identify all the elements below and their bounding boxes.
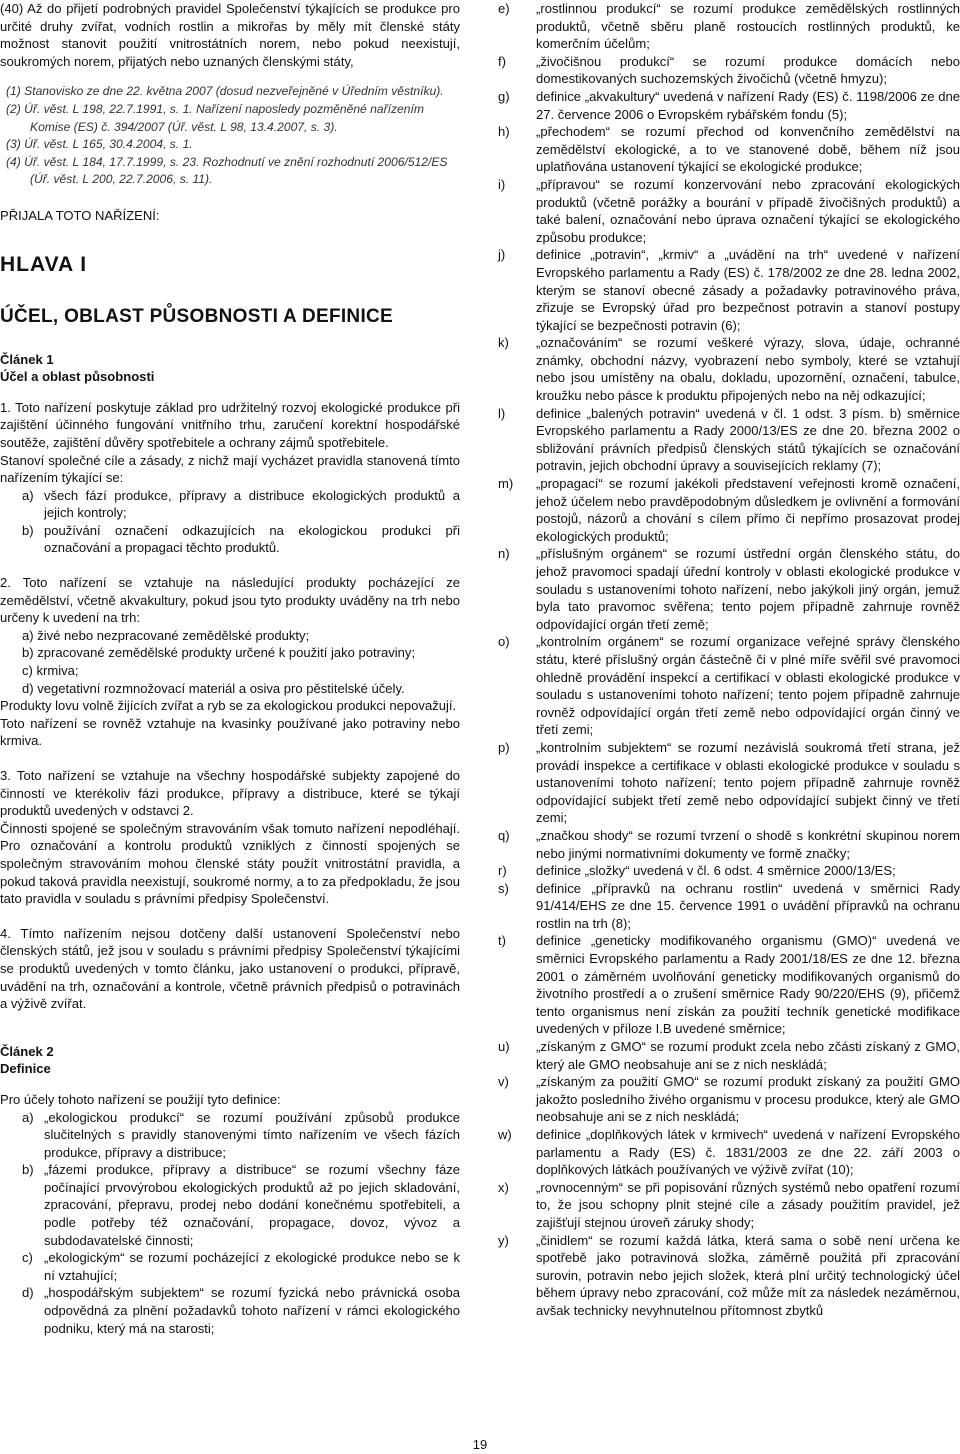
article-1-paragraph-3: 3. Toto nařízení se vztahuje na všechny hospodářské subjekty zapojené do činností ve kterékoliv fázi produkce, přípravy a distribuce, které se týkají produktů uvedených v odstavci 2. bbox=[0, 768, 460, 819]
article-1-paragraph-2b: Produkty lovu volně žijících zvířat a ryb se za ekologickou produkci nepovažují. bbox=[0, 698, 457, 714]
list-item: a) živé nebo nezpracované zemědělské produkty; bbox=[22, 627, 310, 643]
definition-item: r) definice „složky“ uvedená v čl. 6 odst. 4 směrnice 2000/13/ES; bbox=[498, 863, 896, 879]
definition-item: h) „přechodem“ se rozumí přechod od konvenčního zemědělství na zemědělství ekologické, a to ve stanovené době, během níž jsou uplatňována ustanovení týkající se ekologické produkce; bbox=[498, 124, 960, 175]
footnotes bbox=[0, 83, 460, 189]
definition-item: f) „živočišnou produkcí“ se rozumí produkce domácích nebo domestikovaných suchozemských živočichů (včetně hmyzu); bbox=[498, 53, 960, 87]
article-1-paragraph-3b: Činnosti spojené se společným stravováním však tomuto nařízení nepodléhají. Pro označování a kontrolu produktů vzniklých z činností spojených se společným stravováním mohou členské státy použít vnitrostátní pravidla, a pokud taková pravidla neexistují, soukromé normy, a to za předpokladu, že jsou tato pravidla v souladu s právními předpisy Společenství. bbox=[0, 820, 460, 907]
adoption-formula: PŘIJALA TOTO NAŘÍZENÍ: bbox=[0, 207, 160, 223]
footnote-4: (4) Úř. věst. L 184, 17.7.1999, s. 23. Rozhodnutí ve znění rozhodnutí 2006/512/ES (Úř. věst. L 200, 22.7.2006, s. 11). bbox=[6, 154, 448, 187]
list-item: b) zpracované zemědělské produkty určené k použití jako potraviny; bbox=[22, 645, 416, 661]
list-item: a) všech fází produkce, přípravy a distribuce ekologických produktů a jejich kontroly; bbox=[22, 487, 460, 521]
definition-item: g) definice „akvakultury“ uvedená v nařízení Rady (ES) č. 1198/2006 ze dne 27. července 2006 o Evropském rybářském fondu (5); bbox=[498, 88, 960, 122]
definition-item: y) „činidlem“ se rozumí každá látka, která sama o sobě není určena ke spotřebě jako potravinová složka, záměrně použitá při zpracování surovin, potravin nebo jejich složek, která plní určitý technologický účel během úpravy nebo zpracování, což může mít za následek nezáměrnou, avšak technicky nevyhnutelnou přítomnost zbytků bbox=[498, 1232, 960, 1318]
list-item: b) používání označení odkazujících na ekologickou produkci při označování a propagaci těchto produktů. bbox=[22, 522, 460, 556]
definition-item: i) „přípravou“ se rozumí konzervování nebo zpracování ekologických produktů (včetně porážky a bourání v případě živočišných produktů) a také balení, označování nebo úprava označení týkající se ekologického způsobu produkce; bbox=[498, 176, 960, 245]
title-heading: HLAVA I bbox=[0, 252, 88, 276]
definition-item: s) definice „přípravků na ochranu rostlin“ uvedená v směrnici Rady 91/414/EHS ze dne 15. července 1991 o uvádění přípravků na ochranu rostlin na trh (8); bbox=[498, 880, 960, 931]
left-column bbox=[0, 0, 460, 1337]
definition-item: d) „hospodářským subjektem“ se rozumí fyzická nebo právnická osoba odpovědná za plnění požadavků tohoto nařízení v rámci ekologického podniku, který má na starosti; bbox=[22, 1285, 460, 1336]
article-1-paragraph-2: 2. Toto nařízení se vztahuje na následující produkty pocházející ze zemědělství, včetně akvakultury, pokud jsou tyto produkty uváděny na trh nebo určeny k uvedení na trh: bbox=[0, 575, 460, 626]
definition-item: l) definice „balených potravin“ uvedená v čl. 1 odst. 3 písm. b) směrnice Evropského parlamentu a Rady 2000/13/ES ze dne 20. března 2002 o sbližování právních předpisů členských států týkajících se označování potravin, jejich obchodní úpravy a souvisejících reklamy (7); bbox=[498, 405, 960, 474]
definition-item: q) „značkou shody“ se rozumí tvrzení o shodě s konkrétní skupinou norem nebo jinými normativními dokumenty ve formě značky; bbox=[498, 827, 960, 861]
article-1-paragraph-2c: Toto nařízení se rovněž vztahuje na kvasinky používané jako potraviny nebo krmiva. bbox=[0, 715, 460, 749]
definition-item: k) „označováním“ se rozumí veškeré výrazy, slova, údaje, ochranné známky, obchodní názvy, vyobrazení nebo symboly, které se vztahují nebo jsou umístěny na obalu, dokladu, upozornění, označení, tabulce, kroužku nebo pásce k produktu připojených nebo na něj odkazující; bbox=[498, 335, 960, 404]
definition-item: e) „rostlinnou produkcí“ se rozumí produkce zemědělských rostlinných produktů, včetně sběru planě rostoucích rostlinných produktů, ke komerčním účelům; bbox=[498, 1, 960, 52]
definition-item: o) „kontrolním orgánem“ se rozumí organizace veřejné správy členského státu, které příslušný orgán částečně či v plné míře svěřil své pravomoci ohledně provádění inspekcí a certifikací v oblasti ekologické produkce v souladu s ustanoveními tohoto nařízení; tento pojem případně zahrnuje rovněž odpovídající orgán třetí země nebo odpovídající orgán činný ve třetí zemi; bbox=[498, 634, 960, 738]
definition-item: j) definice „potravin“, „krmiv“ a „uvádění na trh“ uvedené v nařízení Evropského parlamentu a Rady (ES) č. 178/2002 ze dne 28. ledna 2002, kterým se stanoví obecné zásady a požadavky potravinového práva, zřizuje se Evropský úřad pro bezpečnost potravin a stanoví postupy týkající se bezpečnosti potravin (6); bbox=[498, 247, 960, 333]
article-1-paragraph-1: 1. Toto nařízení poskytuje základ pro udržitelný rozvoj ekologické produkce při zajištění účinného fungování vnitřního trhu, zaručení korektní hospodářské soutěže, zajištění důvěry spotřebitele a ochrany zájmů spotřebitele. bbox=[0, 399, 460, 450]
page-number: 19 bbox=[472, 1437, 488, 1452]
definition-item: c) „ekologickým“ se rozumí pocházející z ekologické produkce nebo se k ní vztahující; bbox=[22, 1250, 460, 1283]
list-item: c) krmiva; bbox=[22, 663, 79, 679]
definition-item: p) „kontrolním subjektem“ se rozumí nezávislá soukromá třetí strana, jež provádí inspekce a certifikace v oblasti ekologické produkce v souladu s ustanoveními tohoto nařízení; tento pojem případně zahrnuje rovněž odpovídající subjekt třetí země nebo odpovídající subjekt činný ve třetí zemi; bbox=[498, 739, 960, 826]
article-2-title: Definice bbox=[0, 1061, 51, 1077]
right-column bbox=[498, 0, 960, 1320]
title-subheading: ÚČEL, OBLAST PŮSOBNOSTI A DEFINICE bbox=[0, 305, 394, 327]
definition-item: n) „příslušným orgánem“ se rozumí ústřední orgán členského státu, do jehož pravomoci spadají úřední kontroly v oblasti ekologické produkce v souladu s ustanoveními tohoto nařízení, nebo jakýkoli jiný orgán, jemuž byla tato pravomoc svěřena; tento pojem případně zahrnuje rovněž odpovídající orgán třetí země; bbox=[498, 546, 960, 632]
definition-item: m) „propagací“ se rozumí jakékoli představení veřejnosti kromě označení, jehož účelem nebo pravděpodobným důsledkem je ovlivnění a formování postojů, názorů a chování s cílem přímo či nepřímo prosazovat prodej ekologických produktů; bbox=[498, 476, 960, 544]
definition-item: x) „rovnocenným“ se při popisování různých systémů nebo opatření rozumí to, že jsou schopny plnit stejné cíle a zásady použitím pravidel, jež zajišťují stejnou úroveň záruky shody; bbox=[498, 1179, 960, 1230]
definitions-intro: Pro účely tohoto nařízení se použijí tyto definice: bbox=[0, 1091, 281, 1107]
article-2-number: Článek 2 bbox=[0, 1043, 54, 1059]
definition-item: t) definice „geneticky modifikovaného organismu (GMO)“ uvedená ve směrnici Evropského parlamentu a Rady 2001/18/ES ze dne 12. března 2001 o záměrném uvolňování geneticky modifikovaných organismů do životního prostředí a o zrušení směrnice Rady 90/220/EHS (9), přičemž tento organismus není získán za použití techník genetické modifikace uvedených v příloze I.B uvedené směrnice; bbox=[498, 933, 960, 1037]
definition-item: u) „získaným z GMO“ se rozumí produkt zcela nebo zčásti získaný z GMO, který ale GMO neobsahuje ani se z nich neskládá; bbox=[498, 1039, 960, 1072]
definition-item: v) „získaným za použití GMO“ se rozumí produkt získaný za použití GMO jakožto posledního živého organismu v procesu produkce, který ale GMO neobsahuje ani se z nich neskládá; bbox=[498, 1074, 960, 1125]
definition-item: w) definice „doplňkových látek v krmivech“ uvedená v nařízení Evropského parlamentu a Rady (ES) č. 1831/2003 ze dne 22. září 2003 o doplňkových látkách používaných ve výživě zvířat (10); bbox=[498, 1127, 960, 1178]
list-item: d) vegetativní rozmnožovací materiál a osiva pro pěstitelské účely. bbox=[22, 680, 405, 696]
footnote-1: (1) Stanovisko ze dne 22. května 2007 (dosud nezveřejněné v Úředním věstníku). bbox=[6, 84, 444, 99]
footnote-2: (2) Úř. věst. L 198, 22.7.1991, s. 1. Nařízení naposledy pozměněné nařízením Komise (ES) č. 394/2007 (Úř. věst. L 98, 13.4.2007, s. 3). bbox=[6, 101, 424, 134]
recital-40: (40) Až do přijetí podrobných pravidel Společenství týkajících se produkce pro určité druhy zvířat, vodních rostlin a mikrořas by měly mít členské státy možnost stanovit použití vnitrostátních norem, nebo pokud neexistují, soukromých norem, přijatých nebo uznaných členskými státy, bbox=[0, 1, 460, 69]
definition-item: b) „fázemi produkce, přípravy a distribuce“ se rozumí všechny fáze počínající prvovýrobou ekologických produktů až po jejich skladování, zpracování, přepravu, prodej nebo dodání konečnému spotřebiteli, a podle potřeby též označování, propagace, dovoz, vývoz a subdodavatelské činnosti; bbox=[22, 1162, 460, 1248]
definition-item: a) „ekologickou produkcí“ se rozumí používání způsobů produkce slučitelných s pravidly stanovenými tímto nařízením ve všech fázích produkce, přípravy a distribuce; bbox=[22, 1109, 460, 1160]
article-1-number: Článek 1 bbox=[0, 351, 54, 367]
article-1-title: Účel a oblast působnosti bbox=[0, 369, 155, 385]
footnote-3: (3) Úř. věst. L 165, 30.4.2004, s. 1. bbox=[6, 137, 193, 152]
article-1-paragraph-4: 4. Tímto nařízením nejsou dotčeny další ustanovení Společenství nebo členských států, jež jsou v souladu s právními předpisy Společenství týkajícími se produktů uvedených v tomto článku, jako ustanovení o produkci, přípravě, uvádění na trh, označování a kontrole, včetně právních předpisů o potravinách a výživě zvířat. bbox=[0, 925, 460, 1012]
article-1-paragraph-1b: Stanoví společné cíle a zásady, z nichž mají vycházet pravidla stanovená tímto nařízením týkající se: bbox=[0, 452, 460, 486]
